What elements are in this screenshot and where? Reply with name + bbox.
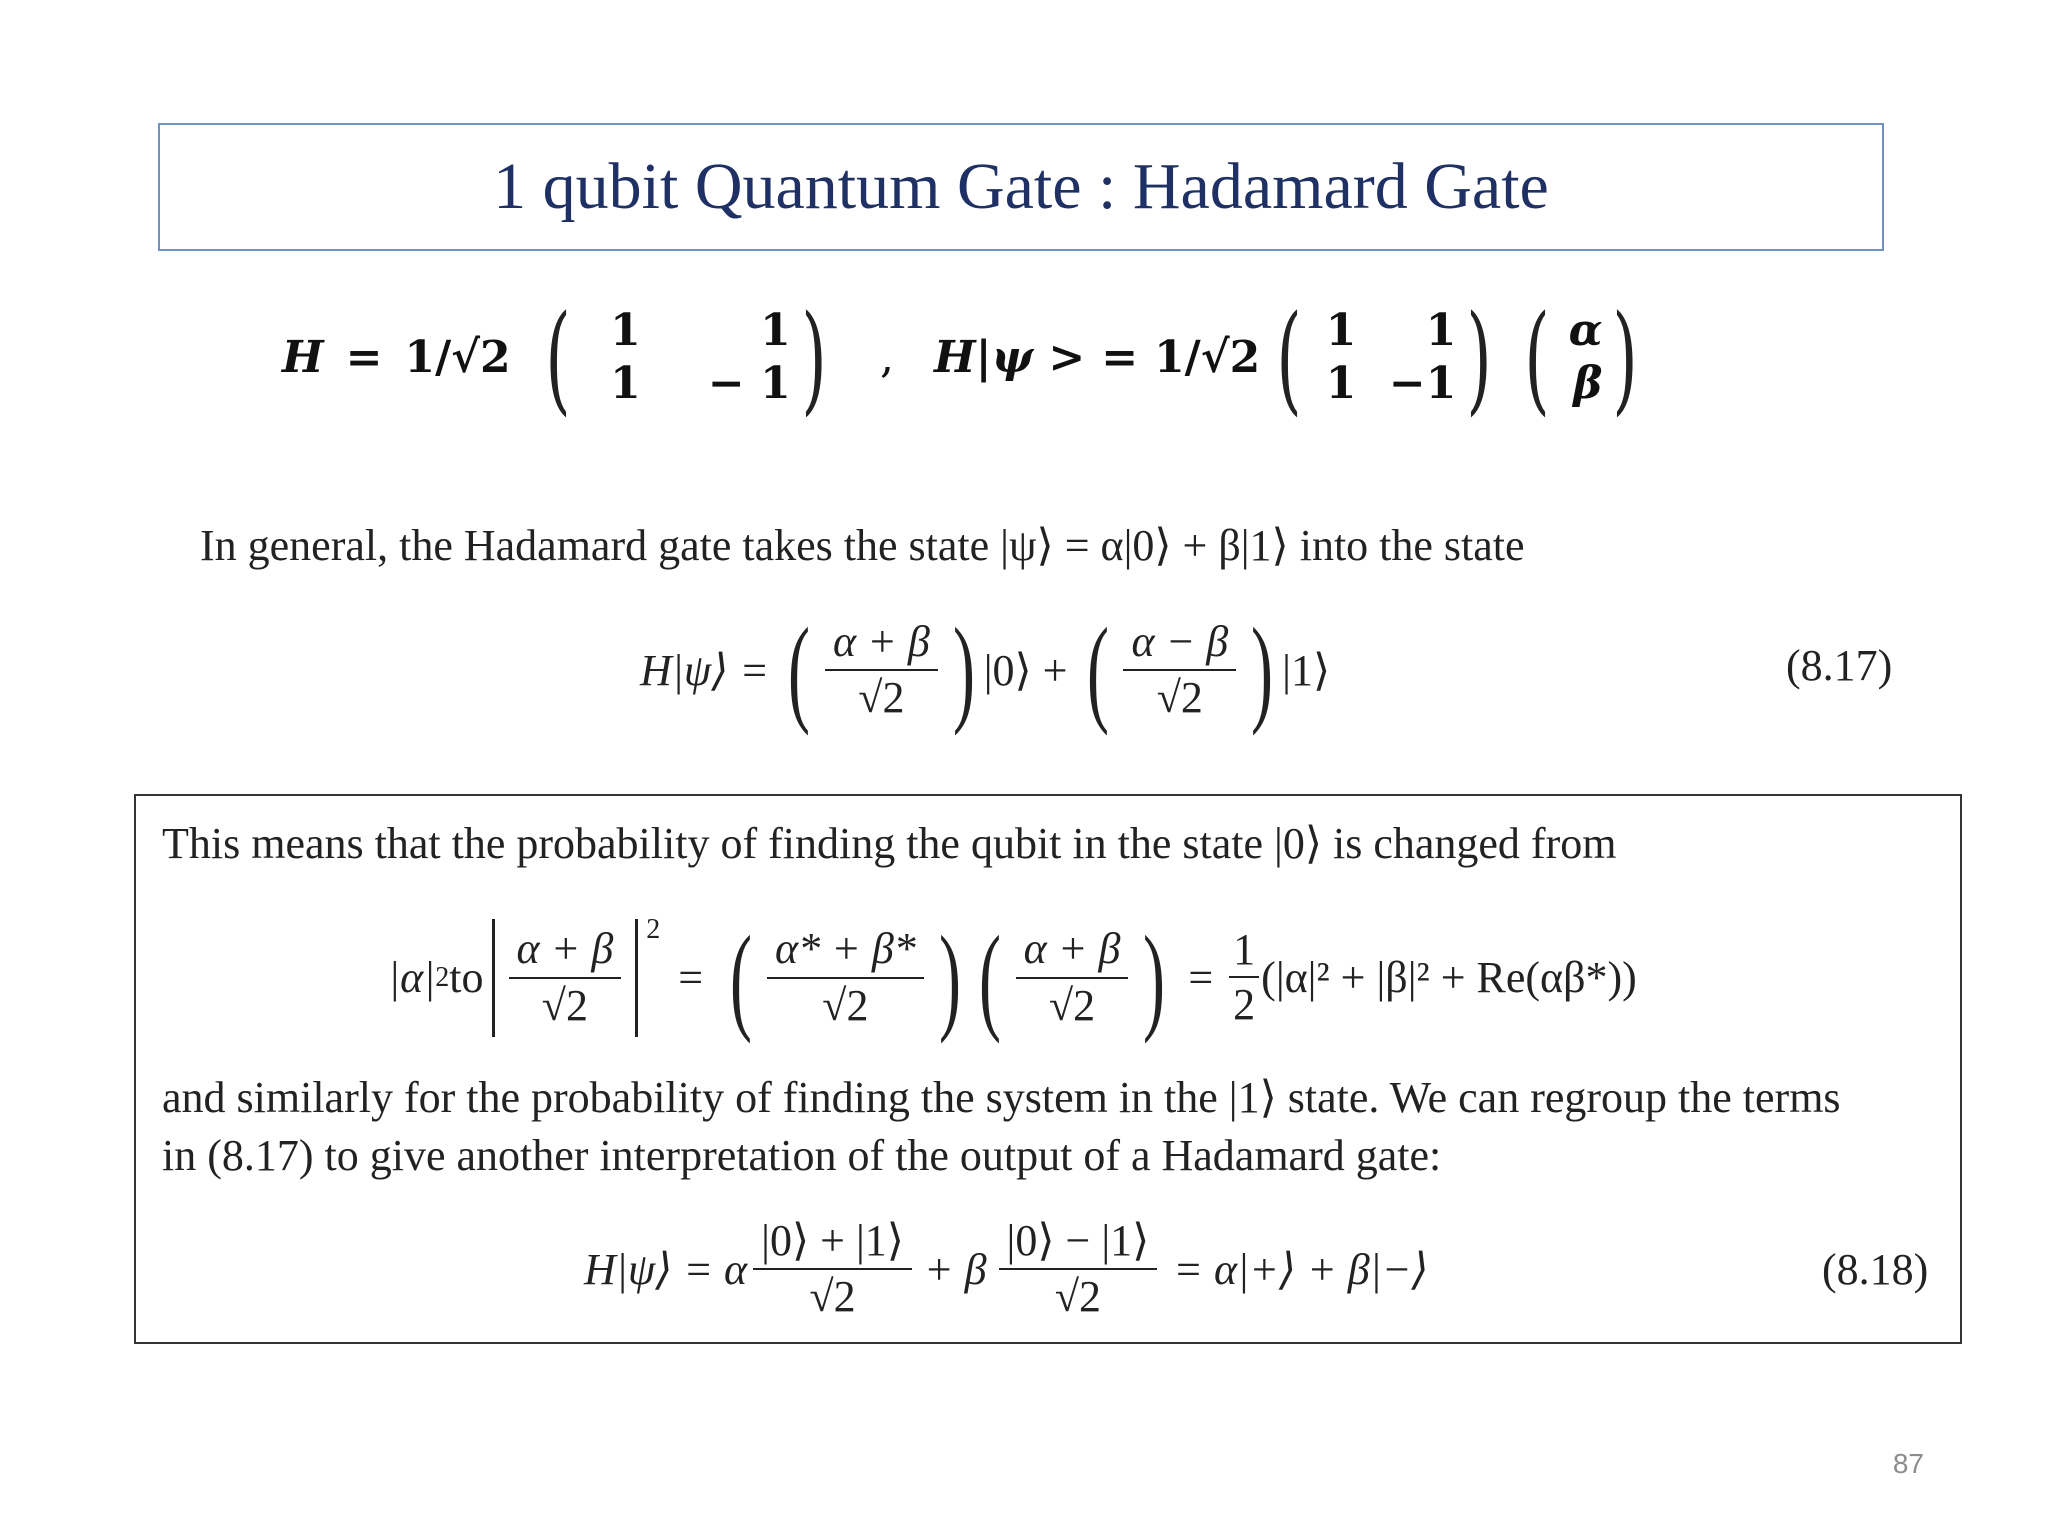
- equals-sign: =: [345, 332, 383, 383]
- left-paren: (: [730, 910, 753, 1044]
- separator-comma: [880, 290, 894, 425]
- slide-title: 1 qubit Quantum Gate : Hadamard Gate: [493, 150, 1549, 223]
- fraction-conjugates: [767, 926, 924, 1028]
- right-paren: ): [1143, 910, 1166, 1044]
- fraction-denominator: √2: [809, 1272, 856, 1321]
- fraction-numerator: |0⟩ − |1⟩: [999, 1218, 1158, 1270]
- fraction-denominator: √2: [822, 980, 869, 1030]
- ket-zero: |0⟩ +: [983, 645, 1068, 695]
- fraction-plus-state: [753, 1215, 912, 1321]
- abs-bar-right: [635, 919, 638, 1037]
- equation-number-8-18: (8.18): [1822, 1245, 1929, 1294]
- fraction-alpha-plus-beta: [509, 926, 622, 1028]
- fraction-numerator: α* + β*: [767, 926, 924, 978]
- to-word: to: [449, 953, 484, 1002]
- normalization-factor: 1/√2: [404, 332, 511, 383]
- vector-grid: [1560, 306, 1602, 409]
- hadamard-matrix-equation: [282, 290, 843, 425]
- eq-lhs: H|ψ⟩ = α: [584, 1244, 748, 1294]
- probability-sum: (|α|² + |β|² + Re(αβ*)): [1261, 953, 1637, 1002]
- fraction-denominator: √2: [1048, 980, 1096, 1030]
- right-paren: ): [1251, 603, 1274, 736]
- equals-sign: =: [1188, 953, 1214, 1002]
- left-paren: (: [1524, 288, 1551, 427]
- paragraph-general: In general, the Hadamard gate takes the state |ψ⟩ = α|0⟩ + β|1⟩ into the state: [200, 521, 1525, 570]
- fraction-alpha-plus-beta: [825, 616, 938, 722]
- plus-beta: + β: [923, 1244, 987, 1294]
- fraction-alpha-plus-beta: [1016, 926, 1129, 1028]
- vector-cell: α: [1568, 304, 1603, 356]
- matrix-cell: 1: [1425, 304, 1457, 356]
- fraction-minus-state: [999, 1215, 1158, 1321]
- right-paren: ): [938, 910, 961, 1044]
- probability-equation: [388, 910, 1637, 1045]
- matrix-cell: 1: [760, 304, 791, 356]
- left-paren: (: [1276, 288, 1302, 427]
- fraction-numerator: α + β: [509, 926, 622, 978]
- fraction-numerator: 1: [1229, 927, 1259, 977]
- abs-bar-left: [492, 919, 495, 1037]
- left-paren: (: [978, 910, 1001, 1044]
- matrix-grid: [581, 306, 791, 409]
- matrix-cell: 1: [1325, 304, 1357, 356]
- right-paren: ): [801, 288, 827, 427]
- title-box: [158, 123, 1884, 251]
- right-paren: ): [1612, 288, 1639, 427]
- normalization-factor: 1/√2: [1154, 332, 1261, 383]
- state-vector: [1514, 288, 1648, 427]
- hadamard-matrix-2: [1266, 288, 1502, 427]
- matrix-cell: −1: [1388, 357, 1457, 409]
- matrix-cell: 1: [610, 357, 641, 409]
- right-paren: ): [952, 603, 975, 736]
- box-line-2: and similarly for the probability of finding the system in the |1⟩ state. We can regroup the terms: [162, 1073, 1841, 1122]
- fraction-denominator: √2: [541, 980, 588, 1030]
- equation-number-8-17: (8.17): [1786, 641, 1893, 690]
- fraction-numerator: |0⟩ + |1⟩: [753, 1218, 912, 1270]
- box-line-3: in (8.17) to give another interpretation of the output of a Hadamard gate:: [162, 1131, 1442, 1180]
- fraction-numerator: α + β: [1016, 926, 1129, 978]
- box-line-1: This means that the probability of finding the qubit in the state |0⟩ is changed from: [162, 819, 1617, 868]
- eq-rhs: = α|+⟩ + β|−⟩: [1173, 1244, 1429, 1294]
- right-paren: ): [1466, 288, 1493, 427]
- fraction-one-half: [1229, 927, 1259, 1027]
- h-psi-lhs: H|ψ >: [934, 332, 1086, 383]
- equals-sign: =: [1101, 332, 1139, 383]
- page-number: 87: [1892, 1448, 1924, 1479]
- fraction-numerator: α − β: [1123, 619, 1236, 671]
- h-symbol: H: [282, 332, 324, 383]
- comma: ,: [880, 332, 894, 383]
- fraction-denominator: √2: [1054, 1272, 1101, 1321]
- matrix-grid: [1312, 306, 1456, 409]
- fraction-alpha-minus-beta: [1123, 616, 1236, 722]
- vector-cell: β: [1573, 357, 1603, 409]
- left-paren: (: [545, 288, 571, 427]
- matrix-cell: 1: [610, 304, 641, 356]
- fraction-denominator: √2: [1156, 673, 1203, 722]
- ket-one: |1⟩: [1282, 645, 1331, 695]
- square-exponent: 2: [646, 914, 661, 945]
- fraction-numerator: α + β: [825, 619, 938, 671]
- hadamard-matrix: [535, 288, 837, 427]
- left-paren: (: [1086, 603, 1109, 736]
- eq-lhs: H|ψ⟩ =: [640, 645, 770, 695]
- equals-sign: =: [678, 953, 704, 1002]
- equation-8-17: [640, 600, 1330, 740]
- left-paren: (: [788, 603, 811, 736]
- alpha-abs: |α|: [388, 953, 436, 1002]
- equation-8-18: [584, 1204, 1429, 1334]
- h-psi-equation: [934, 290, 1654, 425]
- fraction-denominator: √2: [858, 673, 905, 722]
- fraction-denominator: 2: [1233, 979, 1256, 1029]
- square-exponent: 2: [435, 961, 450, 993]
- matrix-cell: 1: [1325, 357, 1357, 409]
- matrix-cell: − 1: [707, 357, 791, 409]
